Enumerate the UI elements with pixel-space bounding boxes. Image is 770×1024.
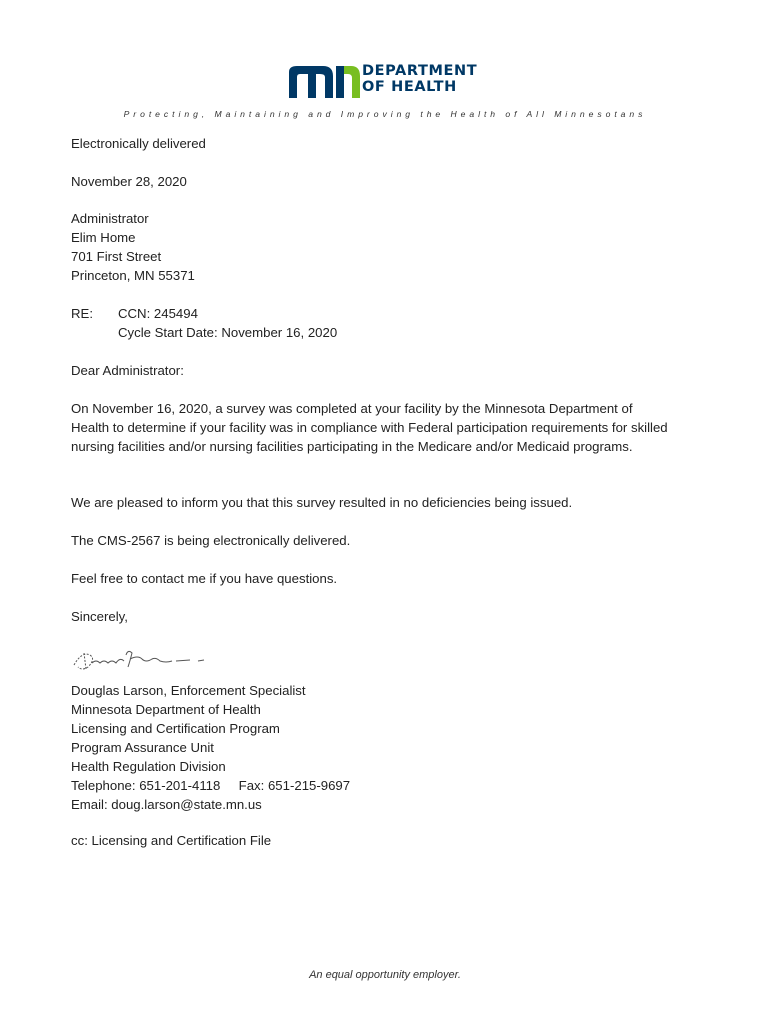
- paragraph-survey-completed: On November 16, 2020, a survey was completed at your facility by the Minnesota Department of Health to determine if your facility was in compliance with Federal participation requirements for skilled nursing facilities and/or nursing facilities participating in the Medicare and/or Medicaid programs.: [71, 401, 668, 454]
- signer-division: Health Regulation Division: [71, 759, 226, 774]
- re-label: RE:: [71, 306, 93, 321]
- re-line-ccn: CCN: 245494: [118, 306, 198, 321]
- address-line: 701 First Street: [71, 249, 162, 264]
- salutation: Dear Administrator:: [71, 363, 184, 378]
- address-line: Administrator: [71, 211, 149, 226]
- tagline: Protecting, Maintaining and Improving the Health of All Minnesotans: [123, 109, 647, 119]
- signer-phone-fax: Telephone: 651-201-4118 Fax: 651-215-9697: [71, 778, 351, 793]
- delivery-method: Electronically delivered: [71, 136, 206, 151]
- logo-m-glyph: [289, 66, 333, 98]
- letter-date: November 28, 2020: [71, 174, 187, 189]
- org-line-1: DEPARTMENT: [362, 63, 478, 79]
- signer-org: Minnesota Department of Health: [71, 702, 261, 717]
- paragraph-contact: Feel free to contact me if you have questions.: [71, 571, 338, 586]
- signature-block: [71, 681, 350, 814]
- org-line-2: OF HEALTH: [362, 78, 457, 95]
- logo-n-arch: [344, 66, 360, 98]
- re-line-cycle-date: Cycle Start Date: November 16, 2020: [118, 325, 338, 340]
- recipient-address: [71, 209, 195, 285]
- cc-line: cc: Licensing and Certification File: [71, 833, 272, 848]
- signer-email: Email: doug.larson@state.mn.us: [71, 797, 262, 812]
- department-of-health-wordmark: [362, 64, 477, 95]
- address-line: Elim Home: [71, 230, 136, 245]
- closing: Sincerely,: [71, 609, 128, 624]
- signer-name-title: Douglas Larson, Enforcement Specialist: [71, 683, 306, 698]
- signer-unit: Program Assurance Unit: [71, 740, 214, 755]
- paragraph-cms-2567: The CMS-2567 is being electronically delivered.: [71, 533, 351, 548]
- footer-equal-opportunity: An equal opportunity employer.: [309, 969, 461, 981]
- logo-n-glyph: [336, 66, 344, 98]
- handwritten-signature: [70, 645, 210, 675]
- paragraph-no-deficiencies: We are pleased to inform you that this survey resulted in no deficiencies being issued.: [71, 495, 573, 510]
- signer-program: Licensing and Certification Program: [71, 721, 280, 736]
- address-line: Princeton, MN 55371: [71, 268, 195, 283]
